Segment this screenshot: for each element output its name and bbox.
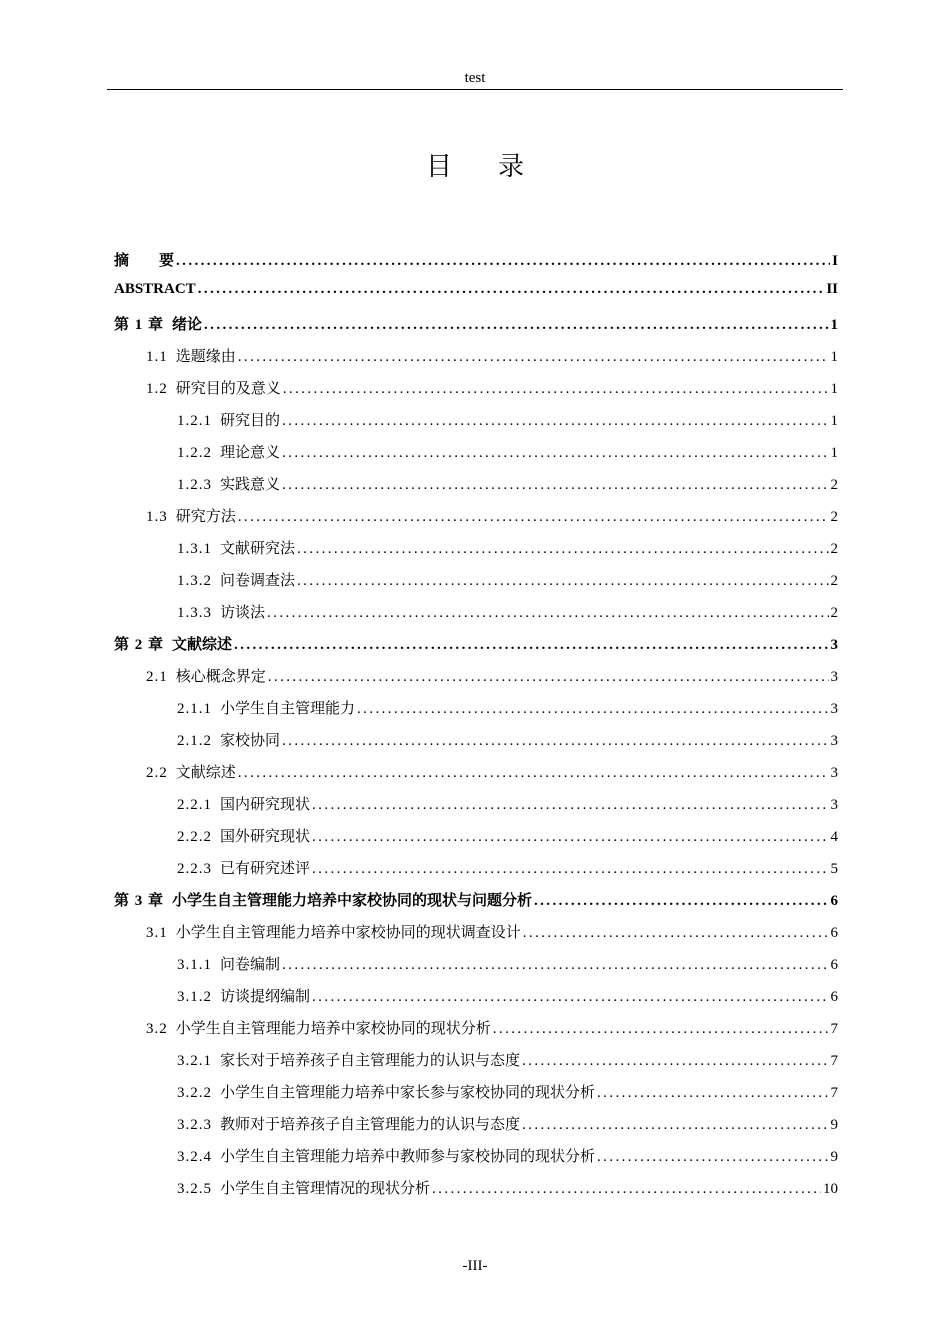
toc-entry-number: 3.1 <box>146 925 168 941</box>
toc-entry-number: 3.2.1 <box>177 1053 212 1069</box>
toc-entry-number: 第 1 章 <box>114 317 165 333</box>
toc-entry-number: 3.2.3 <box>177 1117 212 1133</box>
toc-leader-dots <box>312 861 828 878</box>
toc-leader-dots <box>312 829 828 846</box>
toc-title-char-2: 录 <box>498 152 525 181</box>
toc-entry-page: 6 <box>830 893 838 909</box>
toc-entry-label <box>114 249 174 270</box>
toc-entry-text: 文献研究法 <box>220 541 296 557</box>
toc-entry-text: 研究目的及意义 <box>175 381 281 397</box>
toc-entry-number: 3.2.5 <box>177 1181 212 1197</box>
toc-entry[interactable] <box>114 281 838 313</box>
toc-entry-text: 文献综述 <box>172 637 233 653</box>
toc-entry-label <box>177 1113 520 1134</box>
toc-title-char-1: 目 <box>425 152 452 181</box>
toc-entry-text: 小学生自主管理能力培养中家校协同的现状分析 <box>175 1021 491 1037</box>
toc-entry-page: 7 <box>830 1053 838 1069</box>
toc-entry[interactable] <box>114 953 838 985</box>
toc-leader-dots <box>198 281 825 298</box>
toc-entry-page: 3 <box>830 669 838 685</box>
toc-leader-dots <box>522 1117 828 1134</box>
toc-entry-text: 研究目的 <box>220 413 281 429</box>
toc-entry-label <box>177 1049 520 1070</box>
toc-entry-label <box>177 953 280 974</box>
toc-list <box>114 249 838 1209</box>
toc-entry-text: 国内研究现状 <box>220 797 311 813</box>
header-divider <box>107 89 843 90</box>
page-header: test <box>464 70 486 86</box>
toc-entry-label <box>177 441 280 462</box>
toc-entry-number: 1.2.1 <box>177 413 212 429</box>
toc-entry-number: 2.1 <box>146 669 168 685</box>
toc-entry[interactable] <box>114 1177 838 1209</box>
toc-entry-text: 问卷编制 <box>220 957 281 973</box>
toc-entry-text: 文献综述 <box>175 765 236 781</box>
toc-entry[interactable] <box>114 249 838 281</box>
toc-entry-page: 3 <box>830 765 838 781</box>
toc-entry-page: 9 <box>830 1149 838 1165</box>
toc-entry-number: 1.2.3 <box>177 477 212 493</box>
toc-entry[interactable] <box>114 569 838 601</box>
toc-entry-label <box>146 665 266 686</box>
toc-leader-dots <box>522 1053 828 1070</box>
toc-entry-label <box>177 473 280 494</box>
toc-entry-number: 2.1.1 <box>177 701 212 717</box>
toc-leader-dots <box>312 797 828 814</box>
toc-entry[interactable] <box>114 1145 838 1177</box>
toc-entry-page: 6 <box>830 989 838 1005</box>
toc-entry-label <box>146 505 236 526</box>
toc-entry-page: 2 <box>830 605 838 621</box>
toc-entry-page: 7 <box>830 1085 838 1101</box>
toc-entry-page: 3 <box>830 701 838 717</box>
toc-leader-dots <box>282 445 828 462</box>
toc-leader-dots <box>282 733 828 750</box>
toc-entry-number: 2.1.2 <box>177 733 212 749</box>
toc-entry-number: 2.2.3 <box>177 861 212 877</box>
toc-entry-page: 9 <box>830 1117 838 1133</box>
toc-leader-dots <box>268 669 829 686</box>
toc-entry-text: 绪论 <box>172 317 203 333</box>
toc-leader-dots <box>297 541 828 558</box>
toc-entry[interactable] <box>114 377 838 409</box>
toc-leader-dots <box>297 573 828 590</box>
toc-title <box>0 146 950 183</box>
toc-entry-text: 研究方法 <box>175 509 236 525</box>
toc-entry-number: 第 2 章 <box>114 637 165 653</box>
toc-entry-number: 1.2 <box>146 381 168 397</box>
toc-entry-label <box>177 729 280 750</box>
toc-entry[interactable] <box>114 633 838 665</box>
toc-entry-text: 教师对于培养孩子自主管理能力的认识与态度 <box>220 1117 521 1133</box>
toc-entry-number: 1.3.2 <box>177 573 212 589</box>
toc-entry-label <box>177 985 310 1006</box>
toc-leader-dots <box>523 925 829 942</box>
toc-leader-dots <box>238 765 829 782</box>
toc-entry-label <box>177 601 265 622</box>
toc-entry-number: 1.3.3 <box>177 605 212 621</box>
toc-entry-number: 2.2.1 <box>177 797 212 813</box>
toc-entry-label <box>114 889 532 910</box>
toc-leader-dots <box>238 349 829 366</box>
toc-entry-text: 选题缘由 <box>175 349 236 365</box>
toc-entry-text: 小学生自主管理能力 <box>220 701 356 717</box>
toc-leader-dots <box>282 477 828 494</box>
toc-entry-number: 3.2.4 <box>177 1149 212 1165</box>
toc-entry[interactable] <box>114 761 838 793</box>
toc-entry-page: 4 <box>830 829 838 845</box>
toc-entry-text: 理论意义 <box>220 445 281 461</box>
toc-entry-number: 2.2 <box>146 765 168 781</box>
toc-entry[interactable] <box>114 985 838 1017</box>
toc-entry-number: 1.1 <box>146 349 168 365</box>
toc-entry-page: 3 <box>830 797 838 813</box>
toc-entry-text: 访谈法 <box>220 605 266 621</box>
toc-entry-label <box>177 1081 595 1102</box>
toc-entry[interactable] <box>114 505 838 537</box>
toc-entry-text: 访谈提纲编制 <box>220 989 311 1005</box>
toc-entry-label <box>146 1017 491 1038</box>
toc-entry-label <box>177 1177 430 1198</box>
toc-entry-number: 1.2.2 <box>177 445 212 461</box>
toc-entry-page: 2 <box>830 541 838 557</box>
toc-entry-page: 6 <box>830 925 838 941</box>
toc-leader-dots <box>282 957 828 974</box>
toc-entry-number: 第 3 章 <box>114 893 165 909</box>
toc-leader-dots <box>267 605 828 622</box>
toc-entry-page: II <box>826 281 838 297</box>
toc-leader-dots <box>534 893 828 910</box>
toc-entry-page: 1 <box>830 445 838 461</box>
toc-entry[interactable] <box>114 665 838 697</box>
toc-entry[interactable] <box>114 857 838 889</box>
toc-entry-text: 问卷调查法 <box>220 573 296 589</box>
toc-leader-dots <box>312 989 828 1006</box>
toc-entry-text: 小学生自主管理能力培养中家长参与家校协同的现状分析 <box>220 1085 596 1101</box>
toc-leader-dots <box>597 1085 828 1102</box>
toc-entry-text: 已有研究述评 <box>220 861 311 877</box>
toc-entry-label <box>114 281 196 298</box>
toc-entry-page: 7 <box>830 1021 838 1037</box>
toc-entry[interactable] <box>114 441 838 473</box>
toc-leader-dots <box>357 701 828 718</box>
toc-entry-text: 家长对于培养孩子自主管理能力的认识与态度 <box>220 1053 521 1069</box>
toc-entry[interactable] <box>114 537 838 569</box>
toc-entry-page: 1 <box>830 381 838 397</box>
toc-entry-text: 国外研究现状 <box>220 829 311 845</box>
toc-entry-label <box>177 793 310 814</box>
toc-entry-text: 小学生自主管理能力培养中家校协同的现状调查设计 <box>175 925 521 941</box>
toc-leader-dots <box>176 253 830 270</box>
toc-leader-dots <box>282 413 828 430</box>
toc-entry-label <box>146 377 281 398</box>
toc-entry-text: ABSTRACT <box>114 281 196 297</box>
toc-entry-label <box>177 409 280 430</box>
toc-entry[interactable] <box>114 313 838 345</box>
toc-entry-label <box>177 825 310 846</box>
toc-entry[interactable] <box>114 793 838 825</box>
toc-entry[interactable] <box>114 729 838 761</box>
toc-entry-number: 2.2.2 <box>177 829 212 845</box>
toc-entry-label <box>146 761 236 782</box>
toc-entry-text: 小学生自主管理情况的现状分析 <box>220 1181 431 1197</box>
toc-entry-label <box>177 857 310 878</box>
toc-entry-label <box>146 345 236 366</box>
toc-entry[interactable] <box>114 1081 838 1113</box>
toc-entry-page: 1 <box>830 413 838 429</box>
toc-entry-label <box>177 1145 595 1166</box>
toc-entry-number: 3.2.2 <box>177 1085 212 1101</box>
toc-leader-dots <box>493 1021 829 1038</box>
toc-leader-dots <box>238 509 829 526</box>
toc-entry-label <box>177 697 355 718</box>
toc-entry[interactable] <box>114 1113 838 1145</box>
toc-entry-label <box>114 313 202 334</box>
toc-entry-page: 2 <box>830 477 838 493</box>
toc-entry-label <box>177 537 295 558</box>
toc-entry-page: 10 <box>823 1181 838 1197</box>
toc-entry-page: 3 <box>830 637 838 653</box>
toc-entry-page: 3 <box>830 733 838 749</box>
toc-entry-page: 2 <box>830 573 838 589</box>
toc-entry[interactable] <box>114 921 838 953</box>
toc-entry[interactable] <box>114 345 838 377</box>
toc-leader-dots <box>432 1181 821 1198</box>
toc-entry[interactable] <box>114 601 838 633</box>
toc-leader-dots <box>234 637 828 654</box>
page-number: -III- <box>462 1258 488 1274</box>
toc-entry-page: I <box>832 253 838 269</box>
toc-entry[interactable] <box>114 409 838 441</box>
toc-entry[interactable] <box>114 825 838 857</box>
toc-entry-number: 3.2 <box>146 1021 168 1037</box>
toc-entry-number: 1.3.1 <box>177 541 212 557</box>
toc-entry-label <box>177 569 295 590</box>
toc-entry[interactable] <box>114 1049 838 1081</box>
toc-entry-page: 2 <box>830 509 838 525</box>
toc-entry[interactable] <box>114 1017 838 1049</box>
toc-entry[interactable] <box>114 697 838 729</box>
toc-entry-page: 1 <box>830 317 838 333</box>
toc-leader-dots <box>204 317 828 334</box>
toc-entry[interactable] <box>114 473 838 505</box>
toc-entry-label <box>146 921 521 942</box>
toc-entry-page: 1 <box>830 349 838 365</box>
toc-entry-text: 摘 要 <box>114 253 175 269</box>
toc-entry-number: 3.1.1 <box>177 957 212 973</box>
toc-entry-number: 3.1.2 <box>177 989 212 1005</box>
toc-entry-text: 小学生自主管理能力培养中家校协同的现状与问题分析 <box>172 893 533 909</box>
toc-entry-text: 小学生自主管理能力培养中教师参与家校协同的现状分析 <box>220 1149 596 1165</box>
toc-leader-dots <box>597 1149 828 1166</box>
toc-entry-page: 6 <box>830 957 838 973</box>
toc-leader-dots <box>283 381 829 398</box>
toc-entry[interactable] <box>114 889 838 921</box>
toc-entry-text: 核心概念界定 <box>175 669 266 685</box>
toc-entry-text: 实践意义 <box>220 477 281 493</box>
toc-entry-page: 5 <box>830 861 838 877</box>
toc-entry-number: 1.3 <box>146 509 168 525</box>
toc-entry-label <box>114 633 232 654</box>
toc-entry-text: 家校协同 <box>220 733 281 749</box>
